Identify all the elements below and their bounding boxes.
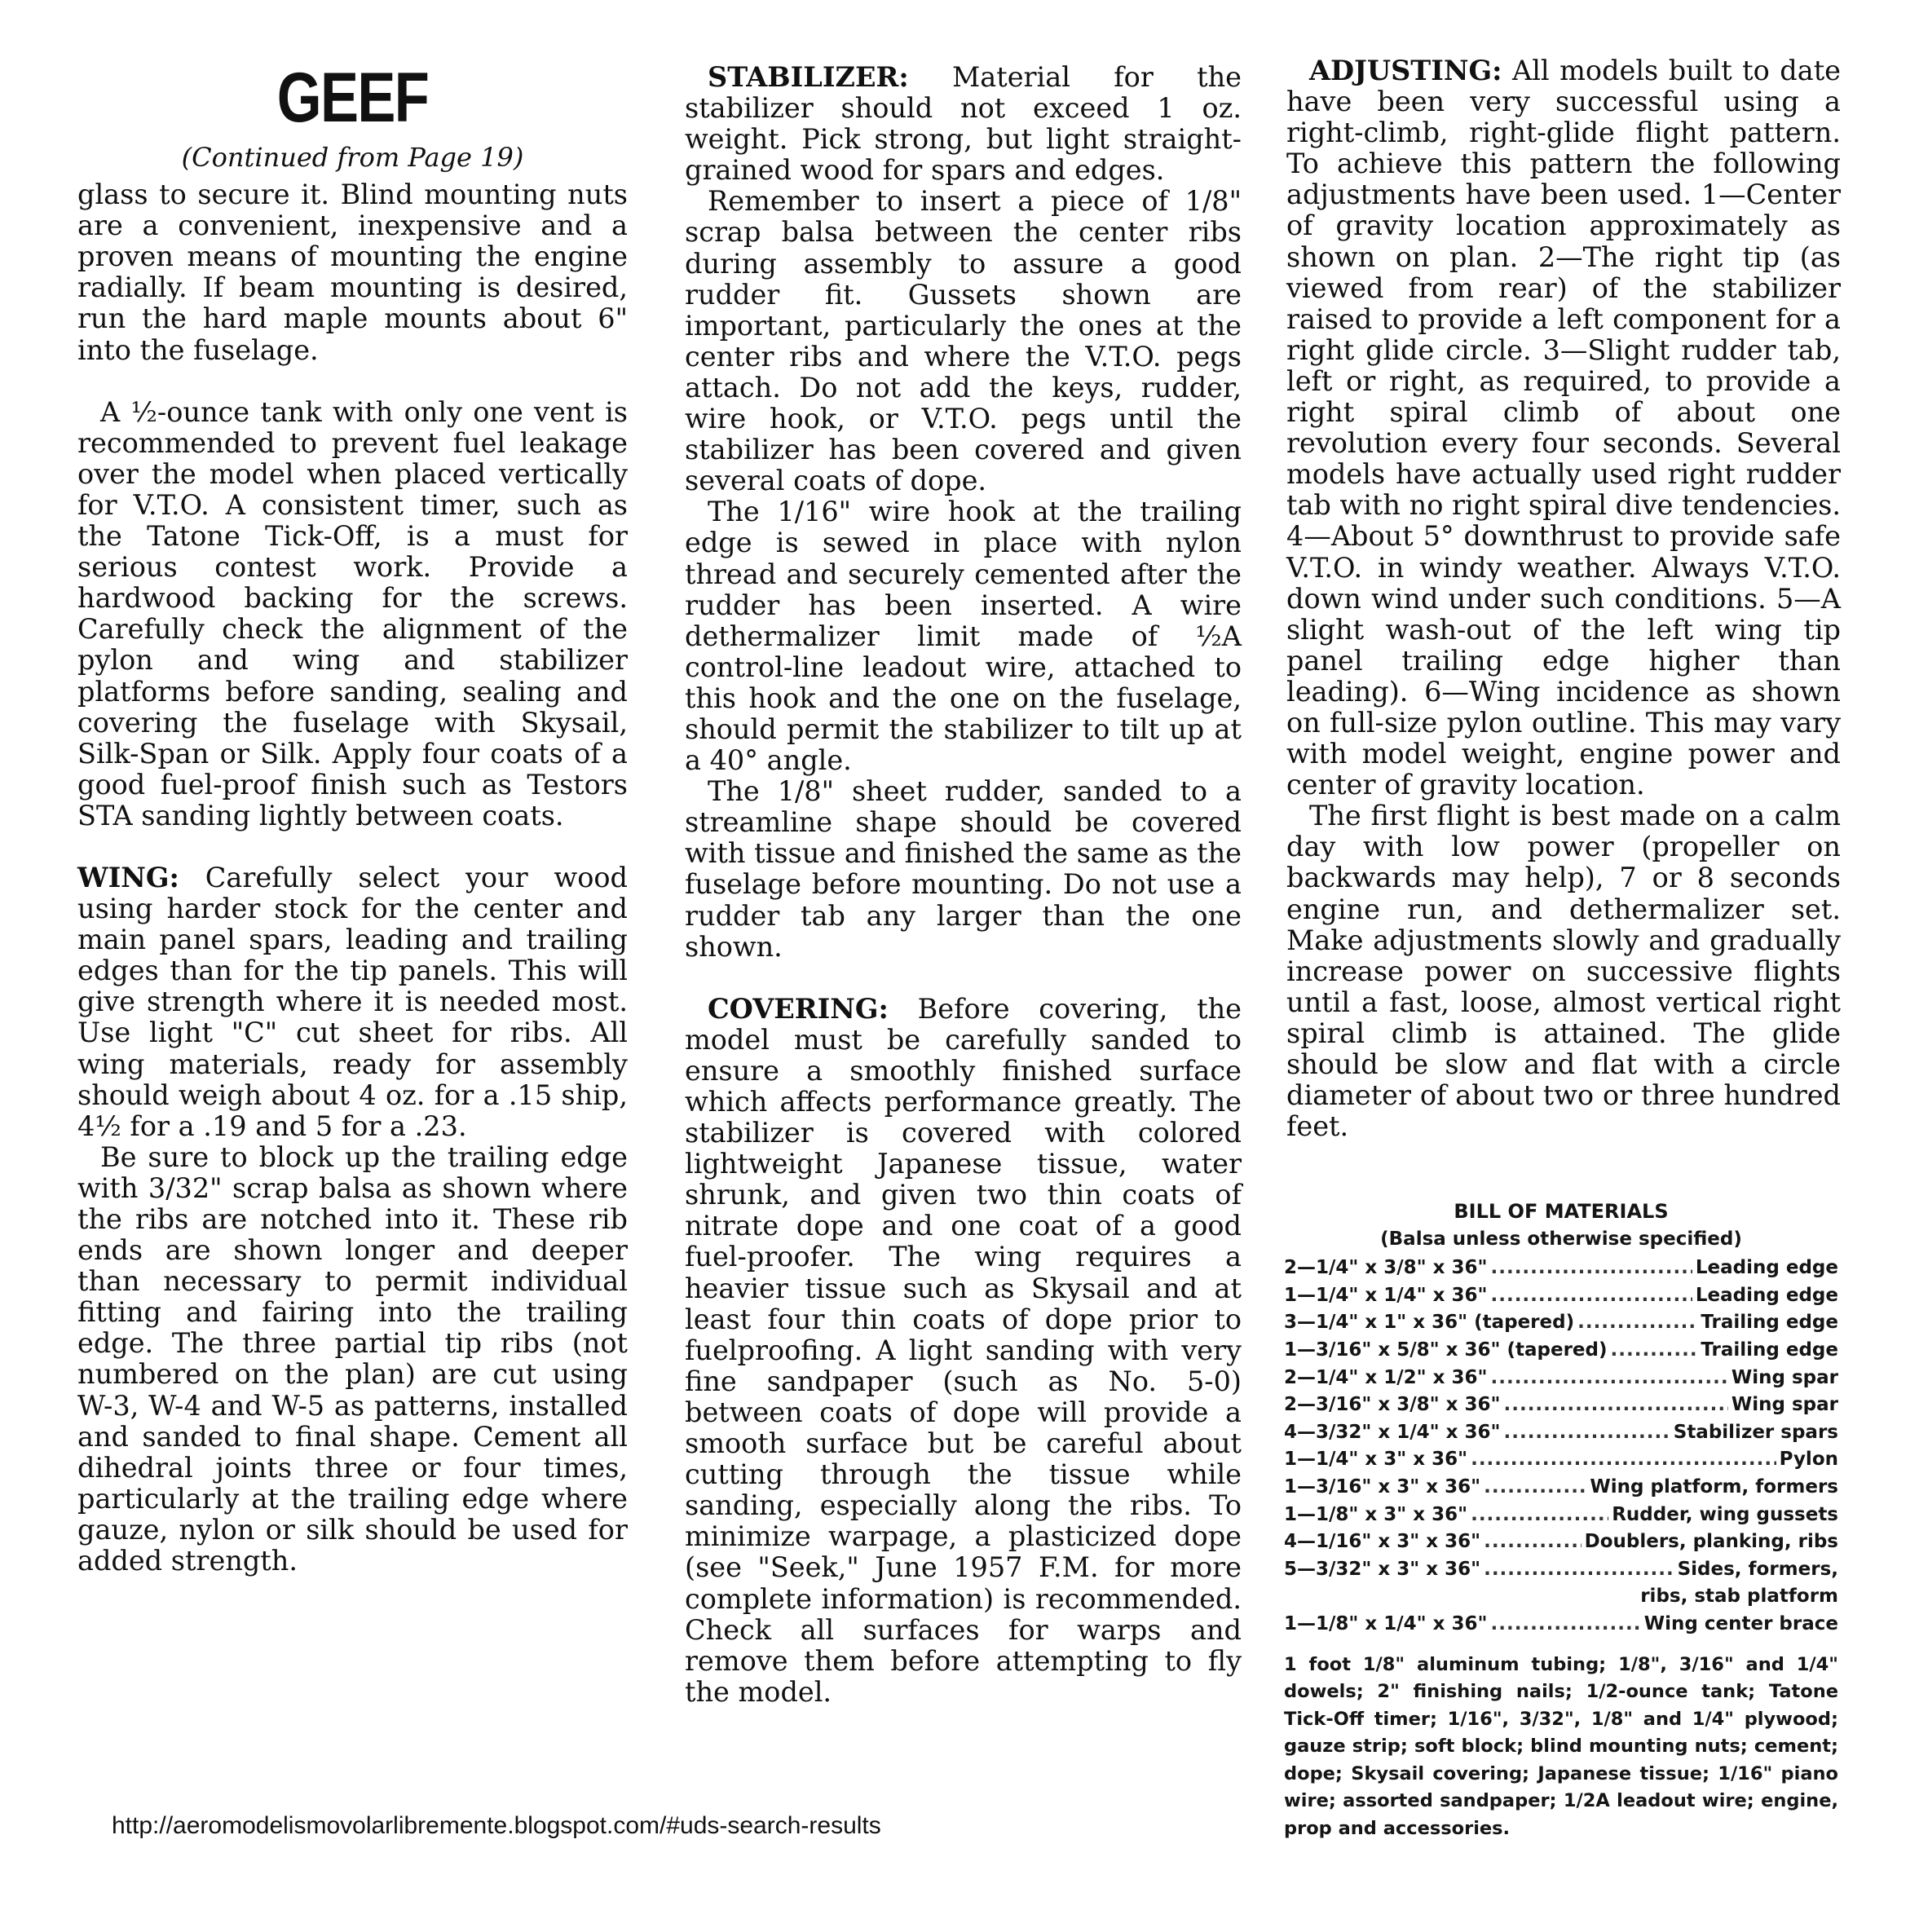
covering-text: Before covering, the model must be carefully sanded to ensure a smoothly finished surface which affects performance greatly. The stabilizer is covered with colored lightweight Japanese tissue, water shrunk, and given two thin coats of nitrate dope and one coat of a good fuel-proofer. The wing requires a heavier tissue such as Skysail and at least four thin coats of dope prior to fuelproofing. A light sanding with very fine sandpaper (such as No. 5-0) between coats of dope will provide a smooth surface but be careful about cutting through the tissue while sanding, especially along the ribs. To minimize warpage, a plasticized dope (see "Seek," June 1957 F.M. for more complete information) is recommended. Check all surfaces for warps and remove them before attempting to fly the model. [685,992,1242,1708]
source-url: http://aeromodelismovolarlibremente.blogspot.com/#uds-search-results [112,1812,881,1839]
bom-list [1284,1255,1838,1583]
bom-dimension: 3—1/4" x 1" x 36" (tapered) [1284,1312,1575,1334]
bom-subtitle: (Balsa unless otherwise specified) [1380,1228,1742,1250]
bom-part: Sides, formers, [1677,1558,1838,1580]
paragraph-first-flight: The first flight is best made on a calm day with low power (propeller on backwards may help), 7 or 8 seconds engine run, and dethermalizer set. Make adjustments slowly and gradually increase power on successive flights until a fast, loose, almost vertical right spiral climb is attained. The glide should be slow and flat with a circle diameter of about two or three hundred feet. [1286,800,1841,1143]
bom-part: Leading edge [1695,1257,1838,1279]
bom-row [1284,1392,1838,1419]
bom-row [1284,1419,1838,1447]
bom-part: Wing spar [1731,1394,1838,1416]
bom-row [1284,1446,1838,1474]
bom-leader-dots [1490,1611,1640,1639]
paragraph-rudder: The 1/8" sheet rudder, sanded to a streamline shape should be covered with tissue and finished the same as the fuselage before mounting. Do not use a rudder tab any larger than the one shown. [685,775,1242,963]
bom-dimension: 2—3/16" x 3/8" x 36" [1284,1394,1501,1416]
column-2 [685,62,1242,1708]
bom-row [1284,1365,1838,1392]
bom-row [1284,1309,1838,1337]
bom-part: Stabilizer spars [1673,1421,1838,1443]
bom-part: Pylon [1779,1449,1838,1471]
bill-of-materials [1284,1198,1838,1843]
bom-dimension: 1—1/8" x 1/4" x 36" [1284,1612,1488,1634]
paragraph-stabilizer [685,62,1242,186]
stabilizer-text: Material for the stabilizer should not exceed 1 oz. weight. Pick strong, but light straight-grained wood for spars and edges. [685,61,1242,187]
bom-leader-dots [1484,1556,1674,1584]
bom-dimension: 1—1/4" x 3" x 36" [1284,1449,1468,1471]
bom-part: Rudder, wing gussets [1612,1503,1838,1525]
wing-text: Carefully select your wood using harder stock for the center and main panel spars, leading and trailing edges than for the tip panels. This will give strength where it is needed most. Use light "C" cut sheet for ribs. All wing materials, ready for assembly should weigh about 4 oz. for a .15 ship, 4½ for a .19 and 5 for a .23. [77,861,628,1142]
adjusting-text: All models built to date have been very successful using a right-climb, right-glide flight pattern. To achieve this pattern the following adjustments have been used. 1—Center of gravity location approximately as shown on plan. 2—The right tip (as viewed from rear) of the stabilizer raised to provide a left component for a right glide circle. 3—Slight rudder tab, left or right, as required, to provide a right spiral climb of about one revolution every four seconds. Several models have actually used right rudder tab with no right spiral dive tendencies. 4—About 5° downthrust to provide safe V.T.O. in windy weather. Always V.T.O. down wind under such conditions. 5—A slight wash-out of the left wing tip panel trailing edge higher than leading). 6—Wing incidence as shown on full-size pylon outline. This may vary with model weight, engine power and center of gravity location. [1286,55,1841,801]
bom-leader-dots [1503,1392,1727,1419]
paragraph-engine-mount: glass to secure it. Blind mounting nuts are a convenient, inexpensive and a proven means of mounting the engine radially. If beam mounting is desired, run the hard maple mounts about 6" into the fuselage. [77,179,628,366]
bom-leader-dots [1484,1528,1582,1556]
bom-row [1284,1611,1838,1639]
bom-row [1284,1528,1838,1556]
bom-dimension: 2—1/4" x 1/2" x 36" [1284,1366,1488,1388]
bom-dimension: 4—3/32" x 1/4" x 36" [1284,1421,1501,1443]
bom-row [1284,1502,1838,1529]
wing-heading: WING: [77,861,179,893]
stabilizer-heading: STABILIZER: [708,61,909,93]
bom-leader-dots [1471,1446,1776,1474]
bom-part: Wing spar [1731,1366,1838,1388]
bom-part: Doublers, planking, ribs [1584,1531,1838,1553]
paragraph-scrap-balsa: Remember to insert a piece of 1/8" scrap balsa between the center ribs during assembly to assure a good rudder fit. Gussets shown are important, particularly the ones at the center ribs and where the V.T.O. pegs attach. Do not add the keys, rudder, wire hook, or V.T.O. pegs until the stabilizer has been covered and given several coats of dope. [685,185,1242,497]
bom-title: BILL OF MATERIALS [1454,1200,1669,1223]
paragraph-tank: A ½-ounce tank with only one vent is recommended to prevent fuel leakage over the model when placed vertically for V.T.O. A consistent timer, such as the Tatone Tick-Off, is a must for serious contest work. Provide a hardwood backing for the screws. Carefully check the alignment of the pylon and wing and stabilizer platforms before sanding, sealing and covering the fuselage with Skysail, Silk-Span or Silk. Apply four coats of a good fuel-proof finish such as Testors STA sanding lightly between coats. [77,395,628,831]
covering-heading: COVERING: [708,992,889,1025]
bom-leader-dots [1490,1255,1692,1282]
paragraph-adjusting [1286,55,1841,801]
bom-part: Wing platform, formers [1590,1475,1838,1498]
bom-row [1284,1255,1838,1282]
continued-note: (Continued from Page 19) [181,142,524,173]
bom-dimension: 2—1/4" x 3/8" x 36" [1284,1257,1488,1279]
adjusting-heading: ADJUSTING: [1309,55,1502,86]
bom-continuation: ribs, stab platform [1640,1586,1838,1608]
bom-note: 1 foot 1/8" aluminum tubing; 1/8", 3/16" and 1/4" dowels; 2" finishing nails; 1/2-ounce tank; Tatone Tick-Off timer; 1/16", 3/32", 1/8" and 1/4" plywood; gauze strip; soft block; blind mounting nuts; cement; dope; Skysail covering; Japanese tissue; 1/16" piano wire; assorted sandpaper; 1/2A leadout wire; engine, prop and accessories. [1284,1653,1838,1840]
column-3 [1286,55,1841,1142]
bom-dimension: 4—1/16" x 3" x 36" [1284,1531,1481,1553]
bom-leader-dots [1471,1502,1608,1529]
bom-leader-dots [1611,1337,1698,1365]
bom-dimension: 1—3/16" x 5/8" x 36" (tapered) [1284,1339,1608,1361]
bom-row [1284,1282,1838,1310]
column-1 [77,57,628,1577]
bom-part: Trailing edge [1701,1312,1838,1334]
bom-leader-dots [1577,1309,1697,1337]
bom-leader-dots [1503,1419,1670,1447]
bom-leader-dots [1490,1282,1692,1310]
bom-row [1284,1474,1838,1502]
bom-part: Trailing edge [1701,1339,1838,1361]
bom-dimension: 1—3/16" x 3" x 36" [1284,1475,1481,1498]
article-title: GEEF [276,59,429,137]
bom-part: Wing center brace [1643,1612,1838,1634]
bom-leader-dots [1490,1365,1727,1392]
paragraph-wing [77,862,628,1142]
bom-leader-dots [1484,1474,1586,1502]
bom-row [1284,1556,1838,1584]
paragraph-wing-trailing-edge: Be sure to block up the trailing edge with 3/32" scrap balsa as shown where the ribs are notched into it. These rib ends are shown longer and deeper than necessary to permit individual fitting and fairing into the trailing edge. The three partial tip ribs (not numbered on the plan) are cut using W-3, W-4 and W-5 as patterns, installed and sanded to final shape. Cement all dihedral joints three or four times, particularly at the trailing edge where gauze, nylon or silk should be used for added strength. [77,1140,628,1577]
bom-part: Leading edge [1695,1284,1838,1306]
bom-dimension: 1—1/4" x 1/4" x 36" [1284,1284,1488,1306]
bom-row [1284,1337,1838,1365]
paragraph-wire-hook: The 1/16" wire hook at the trailing edge is sewed in place with nylon thread and securely cemented after the rudder has been inserted. A wire dethermalizer limit made of ½A control-line leadout wire, attached to this hook and the one on the fuselage, should permit the stabilizer to tilt up at a 40° angle. [685,496,1242,777]
bom-dimension: 5—3/32" x 3" x 36" [1284,1558,1481,1580]
bom-dimension: 1—1/8" x 3" x 36" [1284,1503,1468,1525]
paragraph-covering [685,994,1242,1708]
